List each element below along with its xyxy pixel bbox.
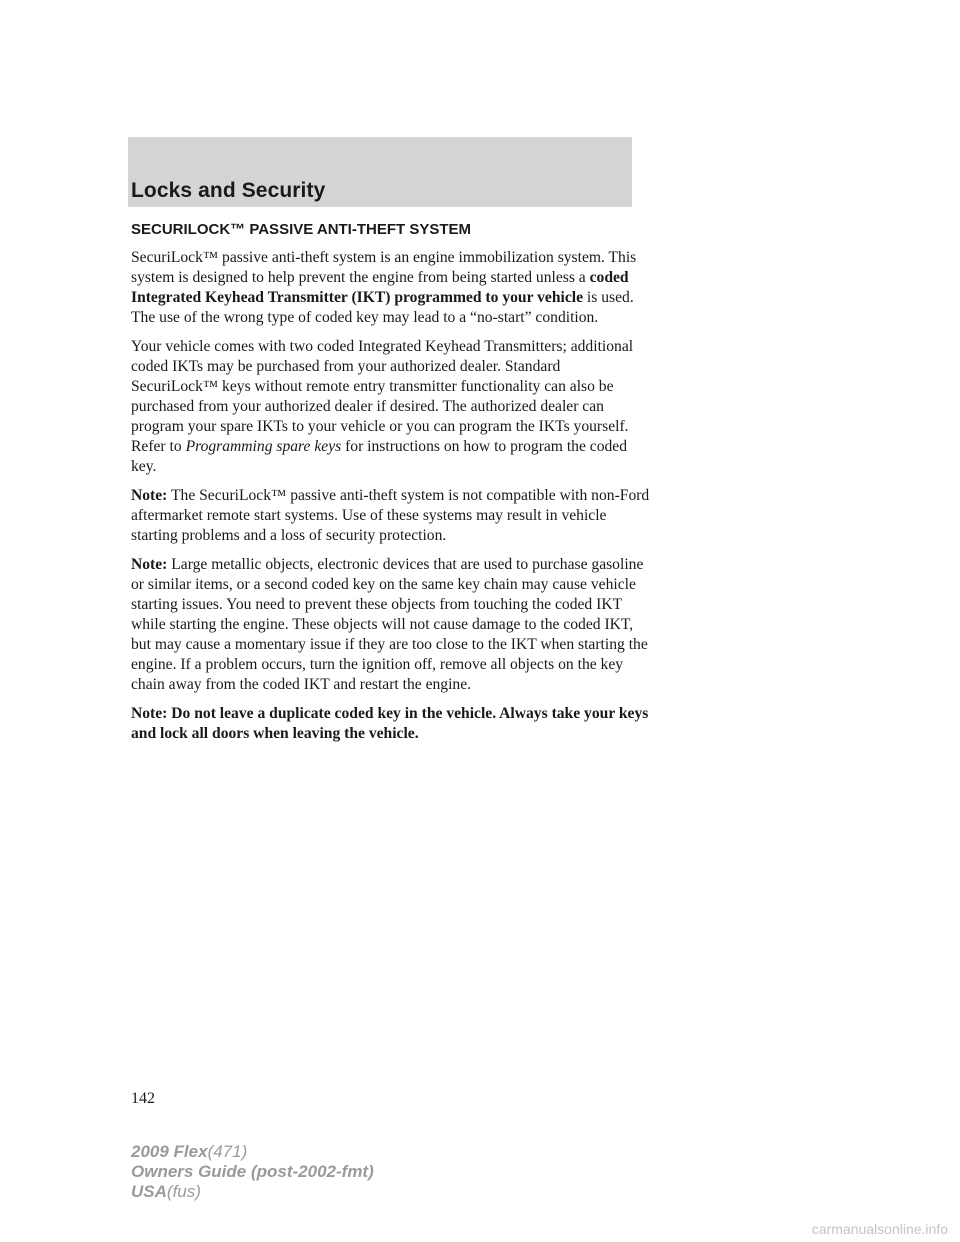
footer-line-guide: [131, 1162, 374, 1182]
paragraph-intro-bold: coded Integrated Keyhead Transmitter (IKT) programmed to your vehicle: [131, 269, 629, 306]
paragraph-keys-text: Your vehicle comes with two coded Integrated Keyhead Transmitters; additional coded IKTs may be purchased from your authorized dealer. Standard SecuriLock™ keys without remote entry transmitter functionality can also be purchased from your authorized dealer if desired. The authorized dealer can program your spare IKTs to your vehicle or you can program the IKTs yourself. Refer to: [131, 338, 634, 455]
note-duplicate-key-text: Note: Do not leave a duplicate coded key in the vehicle. Always take your keys and lock all doors when leaving the vehicle.: [131, 705, 649, 742]
watermark: carmanualsonline.info: [811, 1221, 948, 1237]
note-remote-start: [131, 486, 651, 546]
footer-line-market: [131, 1182, 374, 1202]
paragraph-keys-tail: for instructions on how to program the coded key.: [131, 438, 628, 475]
note-remote-start-text: The SecuriLock™ passive anti-theft system is not compatible with non-Ford aftermarket remote start systems. Use of these systems may result in vehicle starting problems and a loss of security protection.: [131, 487, 650, 544]
footer-guide: Owners Guide (post-2002-fmt): [131, 1162, 374, 1181]
paragraph-intro-tail: is used. The use of the wrong type of coded key may lead to a “no-start” condition.: [131, 289, 634, 326]
footer-line-model: [131, 1142, 374, 1162]
footer-model: 2009 Flex: [131, 1142, 208, 1161]
note-metallic-objects: [131, 555, 651, 695]
footer-market: USA: [131, 1182, 167, 1201]
footer-model-code: (471): [207, 1142, 248, 1161]
paragraph-keys-reference: Programming spare keys: [185, 438, 342, 455]
note-label: Note:: [131, 487, 168, 504]
note-metallic-objects-text: Large metallic objects, electronic devices that are used to purchase gasoline or similar items, or a second coded key on the same key chain may cause vehicle starting issues. You need to prevent these objects from touching the coded IKT while starting the engine. These objects will not cause damage to the coded IKT, but may cause a momentary issue if they are too close to the IKT when starting the engine. If a problem occurs, turn the ignition off, remove all objects on the key chain away from the coded IKT and restart the engine.: [131, 556, 648, 693]
main-content: [131, 220, 651, 753]
document-footer: [131, 1142, 374, 1202]
note-label: Note:: [131, 556, 168, 573]
paragraph-keys: [131, 337, 651, 477]
section-title: SECURILOCK™ PASSIVE ANTI-THEFT SYSTEM: [131, 221, 472, 238]
page-number: 142: [131, 1090, 155, 1107]
paragraph-intro-text: SecuriLock™ passive anti-theft system is an engine immobilization system. This system is designed to help prevent the engine from being started unless a: [131, 249, 637, 286]
note-duplicate-key: [131, 704, 651, 744]
paragraph-intro: [131, 248, 651, 328]
section-header-title: Locks and Security: [131, 179, 326, 202]
footer-market-code: (fus): [166, 1182, 201, 1201]
